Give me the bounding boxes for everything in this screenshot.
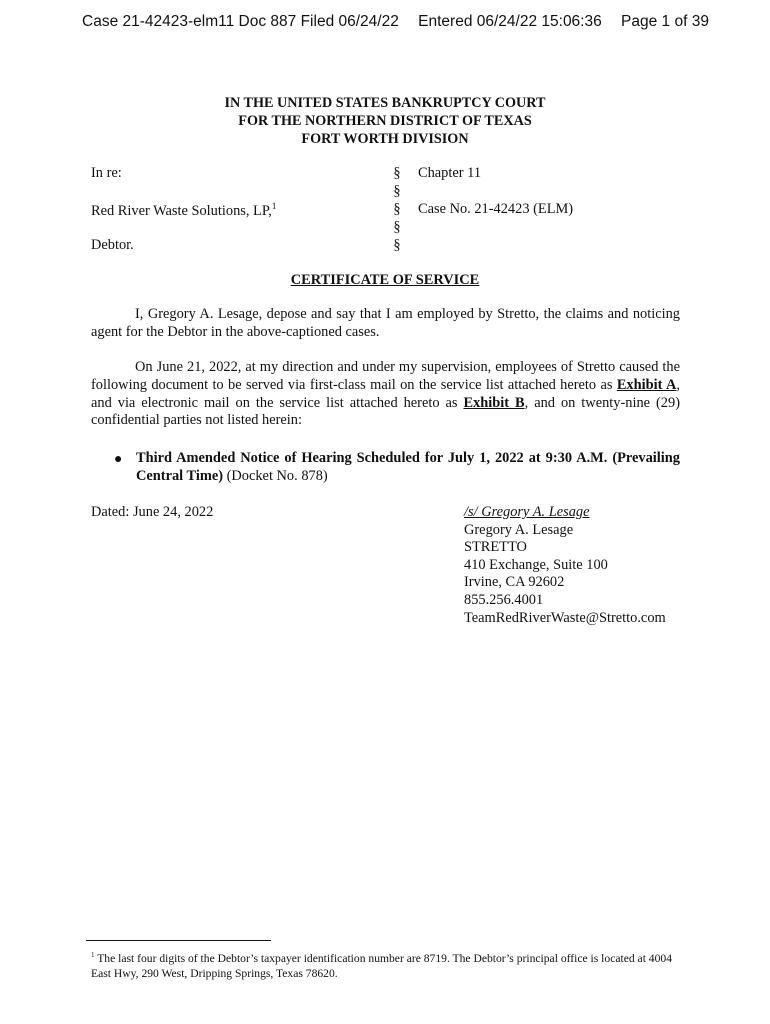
served-document-title: Third Amended Notice of Hearing Scheduled for July 1, 2022 at 9:30 A.M. (Prevailing Central Time)	[136, 450, 680, 484]
footnote-divider	[86, 940, 271, 941]
court-heading	[0, 94, 770, 148]
court-line-1: IN THE UNITED STATES BANKRUPTCY COURT	[224, 95, 546, 111]
signer-address-1: 410 Exchange, Suite 100	[464, 556, 608, 573]
footnote	[91, 948, 681, 981]
caption-in-re: In re:	[91, 165, 122, 181]
signer-address-2: Irvine, CA 92602	[464, 574, 565, 591]
caption-debtor-name	[91, 201, 276, 220]
filing-header	[82, 13, 709, 31]
section-symbol: §	[393, 201, 401, 217]
served-document-docket: (Docket No. 878)	[223, 467, 328, 484]
footnote-number: 1	[91, 951, 95, 959]
caption-debtor-label: Debtor.	[91, 237, 134, 253]
court-line-2: FOR THE NORTHERN DISTRICT OF TEXAS	[238, 113, 532, 129]
paragraph-declarant: I, Gregory A. Lesage, depose and say that I am employed by Stretto, the claims and noticing agent for the Debtor in the above-captioned cases.	[91, 306, 680, 340]
service-text-a: On June 21, 2022, at my direction and under my supervision, employees of Stretto caused the following document to be served via first-class mail on the service list attached hereto as	[91, 359, 680, 393]
signature-block	[464, 504, 666, 627]
signer-email: TeamRedRiverWaste@Stretto.com	[464, 609, 666, 626]
header-entered: Entered 06/24/22 15:06:36	[418, 13, 602, 30]
footnote-mark: 1	[271, 201, 277, 211]
section-symbol: §	[393, 237, 401, 253]
signer-phone: 855.256.4001	[464, 591, 544, 608]
header-page: Page 1 of 39	[621, 13, 709, 30]
signer-company: STRETTO	[464, 539, 527, 556]
service-text-c: , and on twenty-nine (29) confidential parties not listed herein:	[91, 394, 680, 429]
signature-line: /s/ Gregory A. Lesage	[464, 504, 590, 520]
court-line-3: FORT WORTH DIVISION	[301, 131, 469, 147]
service-text-b: , and via electronic mail on the service list attached hereto as	[91, 376, 680, 411]
bullet-icon: ●	[114, 452, 123, 467]
header-doc: Doc 887	[238, 13, 297, 30]
dated-line: Dated: June 24, 2022	[91, 504, 214, 520]
document-title: CERTIFICATE OF SERVICE	[290, 272, 480, 288]
section-symbol: §	[393, 183, 401, 199]
signer-name: Gregory A. Lesage	[464, 521, 574, 538]
caption-case-number: Case No. 21-42423 (ELM)	[418, 201, 574, 217]
caption-chapter: Chapter 11	[418, 165, 482, 181]
header-case: Case 21-42423-elm11	[82, 13, 235, 30]
exhibit-b-ref: Exhibit B	[463, 394, 525, 411]
served-document-item	[136, 450, 680, 486]
debtor-name-text: Red River Waste Solutions, LP,	[91, 203, 272, 219]
header-filed: Filed 06/24/22	[300, 13, 399, 30]
paragraph-service	[91, 359, 680, 430]
exhibit-a-ref: Exhibit A	[616, 376, 677, 393]
section-symbol: §	[393, 165, 401, 181]
section-symbol: §	[393, 219, 401, 235]
footnote-text: The last four digits of the Debtor’s taxpayer identification number are 8719. The Debtor’s principal office is located at 4004 East Hwy, 290 West, Dripping Springs, Texas 78620.	[91, 952, 672, 980]
